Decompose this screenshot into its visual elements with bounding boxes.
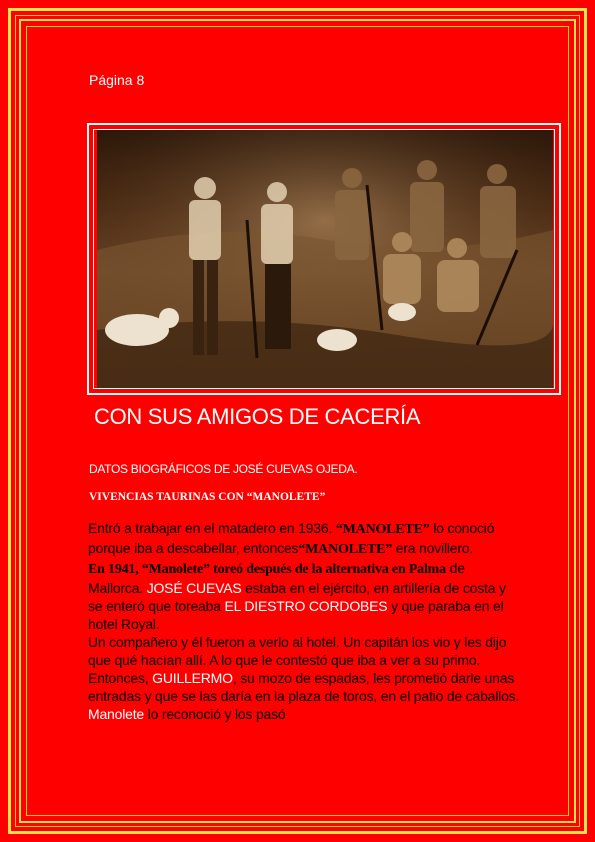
- subheading-experiences: VIVENCIAS TAURINAS CON “MANOLETE”: [89, 491, 326, 503]
- headline: CON SUS AMIGOS DE CACERÍA: [94, 404, 421, 429]
- paragraph-3: Un compañero y él fueron a verlo al hotel. Un capitán los vio y les dijo que qué hacían allí. A lo que le contestó que iba a ver a su primo. Entonces, GUILLERMO, su mozo de espadas, les prometió darle unas entradas y que se las daría en la plaza de toros, en el patio de caballos. Manolete lo reconoció y los pasó: [88, 634, 520, 722]
- highlight-name: Manolete: [88, 706, 144, 722]
- hunting-group-photo: [97, 130, 553, 388]
- highlight-name: JOSÉ CUEVAS: [146, 580, 242, 596]
- page-number: Página 8: [89, 72, 145, 88]
- highlight-name: GUILLERMO: [152, 670, 233, 686]
- subheading-biography: DATOS BIOGRÁFICOS DE JOSÉ CUEVAS OJEDA.: [89, 462, 358, 476]
- paragraph-1: Entró a trabajar en el matadero en 1936. “MANOLETE” lo conoció porque iba a descabellar, entonces“MANOLETE” era novillero.: [88, 520, 495, 557]
- highlight-name: EL DIESTRO CORDOBES: [224, 598, 388, 614]
- article-body: [88, 519, 520, 723]
- paragraph-2: En 1941, “Manolete” toreó después de la alternativa en Palma de Mallorca. JOSÉ CUEVAS estaba en el ejército, en artillería de costa y se enteró que toreaba EL DIESTRO CORDOBES y que paraba en el hotel Royal.: [88, 560, 506, 632]
